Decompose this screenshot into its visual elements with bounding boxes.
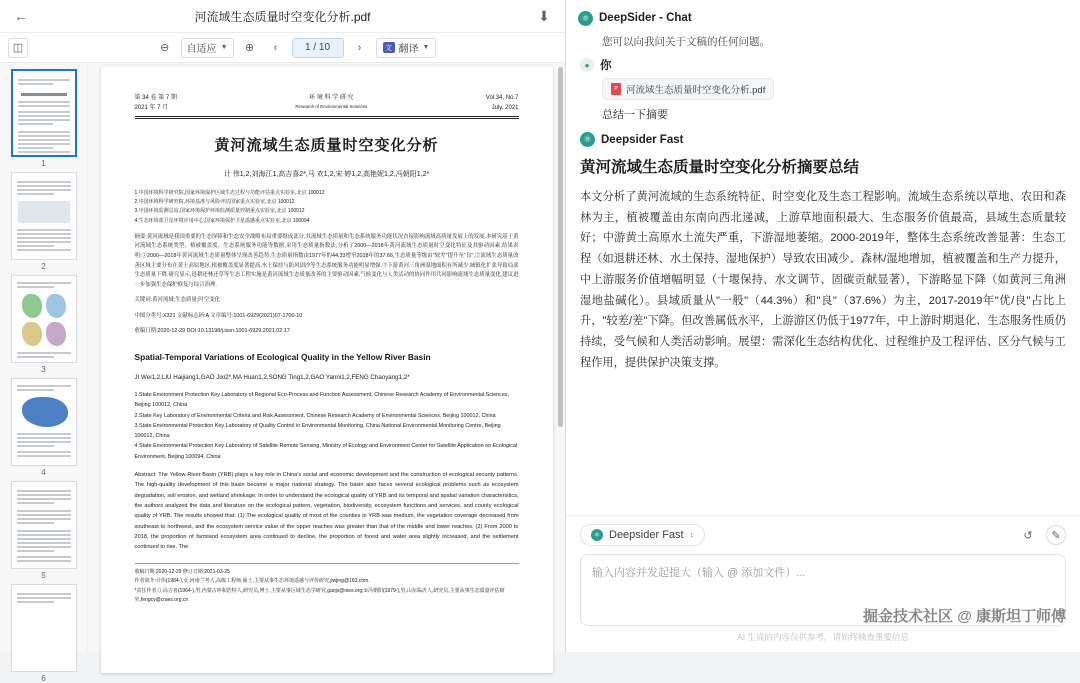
- affiliation-line: 2.中国环境科学研究院,环境基准与风险评估国家重点实验室,北京 100012: [134, 199, 295, 206]
- abstract-cn: 摘要:黄河流域是我国重要的生态屏障和生态安全战略布局重要组成部分,其流域生态质量和生态系统服务功能状况直接影响流域高质量发展上的发展.本研究基于黄河流域生态系统类型、植被覆盖度、生态系统服务功能等数据,采用生态质量指数法,分析了2000—2018年黄河流域生态质量时空变化特征及其驱动因素.结果表明:①2000—2018年黄河流域生态质量整体呈现改善趋势,生态质量指数由1977年的44.33增至2018年的37.66,生态质量等级由"较差"提升至"良".②流域生态质量改善区域主要分布在黄土高原地区,植被覆盖度显著提高,水土保持与防风固沙等生态系统服务功能明显增强.③下游黄河三角洲湿地面积有所减少,城镇化扩张导致局部生态质量下降.研究显示,退耕还林还草等生态工程实施是黄河流域生态质量改善的主要驱动因素,气候变化与人类活动的协同作用共同影响流域生态质量变化,建议进一步加强生态保护修复与综合治理.: [134, 233, 519, 288]
- new-chat-icon[interactable]: ✎: [1046, 525, 1066, 545]
- deepsider-logo-icon: ⚛: [580, 132, 595, 147]
- thumbnail-number: 1: [41, 159, 46, 168]
- zoom-level-value: 自适应: [186, 44, 217, 55]
- user-avatar-icon: ●: [580, 58, 594, 72]
- header-rule: [135, 116, 519, 117]
- chat-title: DeepSider - Chat: [599, 12, 692, 24]
- zoom-level-select[interactable]: [181, 38, 234, 58]
- journal-name: 环 境 科 学 研 究: [309, 95, 354, 101]
- pdf-page-area[interactable]: [88, 63, 565, 652]
- chevron-down-icon: ▼: [422, 44, 430, 51]
- model-name: Deepsider Fast: [609, 529, 684, 541]
- pdf-titlebar: [0, 0, 565, 33]
- paper-title-cn: 黄河流域生态质量时空变化分析: [214, 137, 439, 155]
- paper-title-en: Spatial-Temporal Variations of Ecological Quality in the Yellow River Basin: [134, 352, 431, 363]
- model-selector[interactable]: [580, 524, 705, 546]
- affiliation-line-en: 2.State Key Laboratory of Environmental Criteria and Risk Assessment, Chinese Research Academy of Environmental Sciences, Beijing 100012, China: [134, 412, 496, 419]
- pdf-file-title: 河流域生态质量时空变化分析.pdf: [194, 9, 371, 24]
- watermark: [863, 605, 1066, 626]
- pdf-file-icon: P: [611, 83, 621, 95]
- thumbnail-page-4[interactable]: [11, 378, 77, 466]
- answer-heading: 黄河流域生态质量时空变化分析摘要总结: [580, 159, 860, 176]
- thumbnail-number: 6: [41, 674, 46, 683]
- thumbnail-page-3[interactable]: [11, 275, 77, 363]
- journal-date: 2021 年 7 月: [134, 105, 169, 112]
- footnote-line: *责任作者:①高吉喜(1964-),男,内蒙古呼和浩特人,研究员,博士,主要从事区域生态学研究,gaojx@nies.org;②冯朝阳(1979-),男,山东临沂人,研究员,主要从事生态质量评估研究,fengcy@craes.org.cn: [134, 587, 505, 604]
- affiliation-line-en: 3.State Environmental Protection Key Laboratory of Quality Control in Environmental Monitoring, China National Environmental Monitoring Centre, Beijing 100012, China: [134, 422, 501, 440]
- assistant-name: Deepsider Fast: [601, 133, 684, 146]
- footnote-line: 作者简介:计伟(1984-),女,河南兰考人,高级工程师,硕士,主要从事生态环境遥感与评价研究,jiwjing@163.com.: [134, 578, 370, 585]
- translate-icon: 文: [383, 42, 395, 53]
- chat-intro-message: 您可以向我问关于文稿的任何问题。: [602, 36, 770, 48]
- chat-pane: [566, 0, 1080, 652]
- assistant-message-header: [580, 132, 1066, 147]
- page-indicator[interactable]: 1 / 10: [292, 38, 344, 58]
- chat-composer: [566, 515, 1080, 652]
- thumbnail-item[interactable]: [11, 584, 77, 683]
- thumbnail-page-1[interactable]: [11, 69, 77, 157]
- thumbnail-page-2[interactable]: [11, 172, 77, 260]
- pdf-body: [0, 63, 565, 683]
- thumbnail-item[interactable]: [11, 172, 77, 271]
- affiliation-line: 1.中国环境科学研究院,国家环境保护区域生态过程与功能评估重点实验室,北京 100012: [134, 189, 325, 196]
- user-name: 你: [600, 60, 612, 72]
- user-message-header: [580, 57, 1066, 73]
- thumbnail-number: 3: [41, 365, 46, 374]
- thumbnail-item[interactable]: [11, 378, 77, 477]
- header-rule-2: [135, 118, 519, 119]
- attached-file-name: 河流域生态质量时空变化分析.pdf: [626, 85, 766, 96]
- thumbnail-number: 4: [41, 468, 46, 477]
- journal-volume-en: Vol.34, No.7: [485, 95, 519, 101]
- user-message: [580, 57, 1066, 122]
- affiliation-line-en: 1.State Environment Protection Key Laboratory of Regional Eco-Process and Function Assessment, Chinese Research Academy of Environmental Sciences, Beijing 100012, China: [134, 392, 510, 409]
- composer-disclaimer: AI 生成的内容仅供参考，请始终核查重要信息: [737, 632, 909, 642]
- affiliation-line: 3.中国环境监测总站,国家环境保护环境监测质量控制重点实验室,北京 100012: [134, 208, 305, 215]
- journal-date-en: July, 2021: [491, 105, 519, 112]
- paper-authors-cn: 计 伟1,2,刘海江1,高吉喜2*,马 欢1,2,宋 婷1,2,高艳妮1,2,冯朝阳1,2*: [223, 170, 430, 178]
- assistant-message: [580, 132, 1066, 373]
- translate-button[interactable]: [376, 38, 437, 58]
- user-message-text: 总结一下摘要: [602, 109, 668, 121]
- thumbnail-page-5[interactable]: [11, 481, 77, 569]
- chat-header: [566, 0, 1080, 30]
- doi-line: 收稿日期:2020-12-29 DOI:10.13198/j.issn.1001-6929.2021.02.17: [134, 327, 290, 334]
- thumbnail-number: 5: [41, 571, 46, 580]
- thumbnail-item[interactable]: [11, 481, 77, 580]
- abstract-en: Abstract: The Yellow River Basin (YRB) plays a key role in China's social and economic development and the construction of ecological security patterns. The high-quality development of this basin became a major national strategy. The basin also faces several ecological problems such as ecosystem degradation, soil erosion, and wetland shrinkage. In order to understand the ecological quality of YRB and its temporal and spatial variation characteristics, the authors analyzed the data and literature on the ecological pattern, vegetation, biodiversity, ecosystem functions and services, and county ecological quality of YRB. The results showed that: (1) The ecological quality of most of the counties in YRB was medium, the vegetation coverage decreased from southeast to northwest, and the ecosystem service value of the upper reaches was greater than that of the middle and lower reaches. (2) From 2000 to 2018, the proportion of farmland ecosystem area continued to decline, the proportion of forest and water area slightly increased, and the settlement continued to rise. The: [134, 471, 519, 551]
- journal-header: [135, 93, 519, 113]
- translate-label: 翻译: [398, 44, 419, 55]
- pdf-page-1: [101, 67, 553, 673]
- back-arrow-icon[interactable]: ←: [14, 8, 28, 24]
- history-icon[interactable]: ↺: [1023, 529, 1033, 542]
- download-icon[interactable]: ⬇: [538, 7, 550, 24]
- chat-input[interactable]: 输入内容并发起提大（输入 @ 添加文件）...: [580, 554, 1066, 626]
- affiliation-line: 4.生态环境部卫星环境应用中心,国家环境保护卫星遥感重点实验室,北京 100094: [134, 217, 310, 224]
- footnote-line: 收稿日期:2020-12-29 修订日期:2021-03-25: [134, 568, 230, 575]
- thumbnail-item[interactable]: [11, 69, 77, 168]
- chevron-down-icon: ▼: [220, 44, 228, 51]
- journal-volume: 第 34 卷 第 7 期: [134, 95, 177, 101]
- chevron-left-icon[interactable]: ‹: [273, 41, 278, 54]
- composer-toolbar: [580, 524, 1066, 546]
- thumbnail-list[interactable]: [0, 63, 88, 683]
- attached-file-chip[interactable]: [602, 78, 774, 100]
- paper-authors-en: JI Wei1,2,LIU Haijiang1,GAO Jixi2*,MA Huan1,2,SONG Ting1,2,GAO Yanni1,2,FENG Chaoyang1,2*: [134, 373, 410, 381]
- chevron-updown-icon: ↕: [689, 530, 694, 539]
- affiliations-en: [135, 390, 519, 462]
- footnotes: [135, 563, 519, 606]
- thumbnail-page-6[interactable]: [11, 584, 77, 672]
- zoom-in-icon[interactable]: ⊕: [244, 42, 255, 54]
- affiliations-cn: [135, 189, 519, 226]
- pdf-toolbar: [0, 33, 565, 63]
- zoom-out-icon[interactable]: ⊖: [159, 42, 170, 54]
- keywords-cn: 关键词:黄河流域;生态质量;时空变化: [134, 297, 220, 304]
- pdf-scrollbar[interactable]: [558, 67, 563, 427]
- chat-message-list[interactable]: [566, 30, 1080, 515]
- deepsider-logo-icon: ⚛: [591, 529, 603, 541]
- deepsider-logo-icon: ⚛: [578, 11, 593, 26]
- thumbnail-number: 2: [41, 262, 46, 271]
- journal-name-en: Research of Environmental Sciences: [295, 104, 368, 110]
- answer-body: 本文分析了黄河流域的生态系统特征、时空变化及生态工程影响。流域生态系统以草地、农田和森林为主，植被覆盖由东南向西北递减，上游草地面积最大、生态服务价值最高，县域生态质量较好；中游黄土高原水土流失严重，下游湿地萎缩。2000-2019年，整体生态系统改善显著：生态工程（如退耕还林、水土保持、湿地保护）导致农田减少、森林/湿地增加，植被覆盖和生产力提升，中上游服务价值增幅明显（十堰保持、水文调节、固碳贡献显著），下游略显下降（如黄河三角洲湿地盐碱化）。县域质量从"一般"（44.3%）和"良"（37.6%）为主，2017-2019年"优/良"占比上升，"较差/差"下降。但改善属低水平，上游游区仍低于1977年，中上游时期退化、生态服务性质仍持续，受气候和人类活动影响。展望：需深化生态结构优化、过程维护及工程评估、区分气候与工程作用，提供保护决策支撑。: [580, 191, 1066, 369]
- thumbnail-item[interactable]: [11, 275, 77, 374]
- classification-line: 中图分类号:X321 文献标志码:A 文章编号:1001-6929(2021)07-1700-10: [134, 312, 303, 319]
- affiliation-line-en: 4.State Environmental Protection Key Laboratory of Satellite Remote Sensing, Ministry of Ecology and Environment Center for Satellite Application on Ecological Environment, Beijing 100094, China: [134, 443, 518, 460]
- watermark-text: 掘金技术社区 @ 康斯坦丁师傅: [863, 608, 1066, 625]
- chevron-right-icon[interactable]: ›: [357, 41, 362, 54]
- thumbnail-panel-icon[interactable]: ◫: [8, 38, 28, 58]
